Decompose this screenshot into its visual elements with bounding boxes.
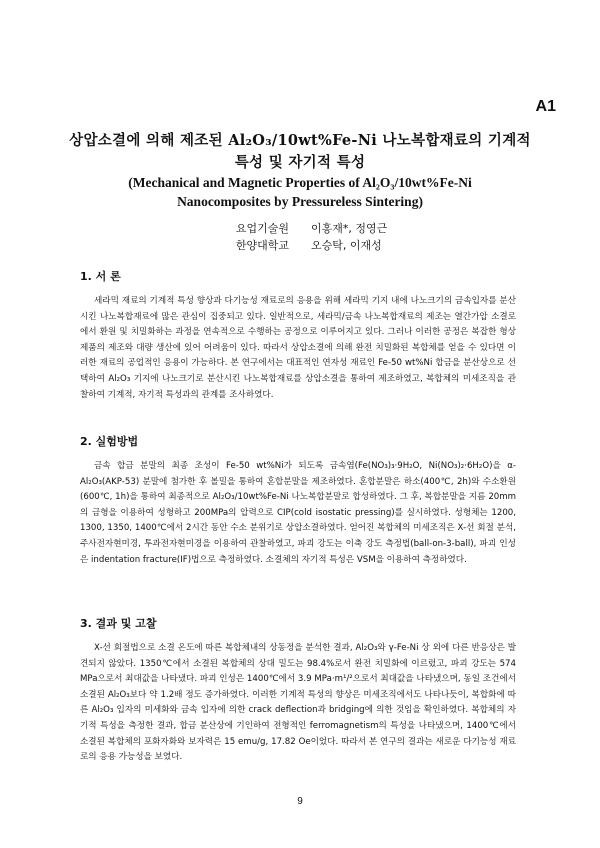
section-methods (80, 433, 516, 568)
section-results (80, 615, 516, 766)
affiliation: 한양대학교 (235, 239, 289, 252)
section-body: X-선 회절법으로 소결 온도에 따른 복합체내의 상동정을 분석한 결과, Al₂O₃와 γ-Fe-Ni 상 외에 다른 반응상은 발견되지 않았다. 1350℃에서 소결된 복합체의 상대 밀도는 98.4%로서 완전 치밀화에 이르렀고, 파괴 강도는 574 MPa으로서 최대값을 나타냈다. 파괴 인성은 1400℃에서 3.9 MPa·m¹/²으로서 최대값을 나타냈으며, 동일 조건에서 소결된 Al₂O₃보다 약 1.2배 정도 증가하였다. 이러한 기계적 특성의 향상은 미세조직에서도 나타나듯이, 복합화에 따른 Al₂O₃ 입자의 미세화와 금속 입자에 의한 crack deflection과 bridging에 의한 것임을 확인하였다. 복합체의 자기적 특성을 측정한 결과, 합금 분산상에 기인하여 전형적인 ferromagnetism의 특성을 나타냈으며, 1400℃에서 소결된 복합체의 포화자화와 보자력은 15 emu/g, 17.82 Oe이었다. 따라서 본 연구의 결과는 새로운 다기능성 재료로의 응용 가능성을 보였다. (80, 643, 516, 763)
korean-title (40, 130, 560, 174)
page-number: 9 (297, 796, 303, 807)
english-title-line-1: (Mechanical and Magnetic Properties of Al₂O₃/10wt%Fe-Ni (128, 175, 472, 190)
author-row (0, 220, 600, 237)
section-heading: 1. 서 론 (80, 270, 121, 283)
author-names: 오승탁, 이재성 (311, 239, 382, 252)
section-heading: 2. 실험방법 (80, 435, 139, 448)
section-introduction (80, 268, 516, 403)
section-heading: 3. 결과 및 고찰 (80, 617, 157, 630)
korean-title-line-1: 상압소결에 의해 제조된 Al₂O₃/10wt%Fe-Ni 나노복합재료의 기계적 (69, 132, 531, 149)
author-block (0, 220, 600, 254)
english-title-line-2: Nanocomposites by Pressureless Sintering) (177, 194, 423, 209)
section-body: 세라믹 재료의 기계적 특성 향상과 다기능성 재료로의 응용을 위해 세라믹 기지 내에 나노크기의 금속입자를 분산시킨 나노복합재료에 많은 관심이 집중되고 있다. 일반적으로, 세라믹/금속 나노복합재료의 제조는 열간가압 소결로에서 환원 및 치밀화하는 과정을 연속적으로 수행하는 공정으로 이루어지고 있다. 그러나 이러한 공정은 복잡한 형상 제품의 제조와 대량 생산에 있어 어려움이 있다. 따라서 상압소결에 의해 완전 치밀화된 복합체를 얻을 수 있다면 이러한 재료의 공업적인 응용이 가능하다. 본 연구에서는 대표적인 연자성 재료인 Fe-50 wt%Ni 합금을 분산상으로 선택하여 Al₂O₃ 기지에 나노크기로 분산시킨 나노복합재료를 상압소결을 통하여 제조하였고, 복합체의 미세조직을 관찰하여 기계적, 자기적 특성과의 관계를 조사하였다. (80, 296, 516, 400)
korean-title-line-2: 특성 및 자기적 특성 (234, 154, 366, 171)
english-title (40, 173, 560, 211)
author-names: 이홍재*, 정영근 (311, 222, 388, 235)
author-row (0, 237, 600, 254)
abstract-code: A1 (535, 98, 556, 115)
section-body: 금속 합금 분말의 최종 조성이 Fe-50 wt%Ni가 되도록 금속염(Fe(NO₃)₃·9H₂O, Ni(NO₃)₂·6H₂O)을 α-Al₂O₃(AKP-53) 분말에 첨가한 후 볼밀을 통하여 혼합분말을 제조하였다. 혼합분말은 하소(400℃, 2h)와 수소환원(600℃, 1h)을 통하여 최종적으로 Al₂O₃/10wt%Fe-Ni 나노복합분말로 합성하였다. 그 후, 복합분말을 지름 20mm의 금형을 이용하여 성형하고 200MPa의 압력으로 CIP(cold isostatic pressing)를 실시하였다. 성형체는 1200, 1300, 1350, 1400℃에서 2시간 동안 수소 분위기로 상압소결하였다. 얻어진 복합체의 미세조직은 X-선 회절 분석, 주사전자현미경, 투과전자현미경을 이용하여 관찰하였고, 파괴 강도는 이축 강도 측정법(ball-on-3-ball), 파괴 인성은 indentation fracture(IF)법으로 측정하였다. 소결체의 자기적 특성은 VSM을 이용하여 측정하였다. (80, 461, 516, 565)
affiliation: 요업기술원 (235, 222, 289, 235)
